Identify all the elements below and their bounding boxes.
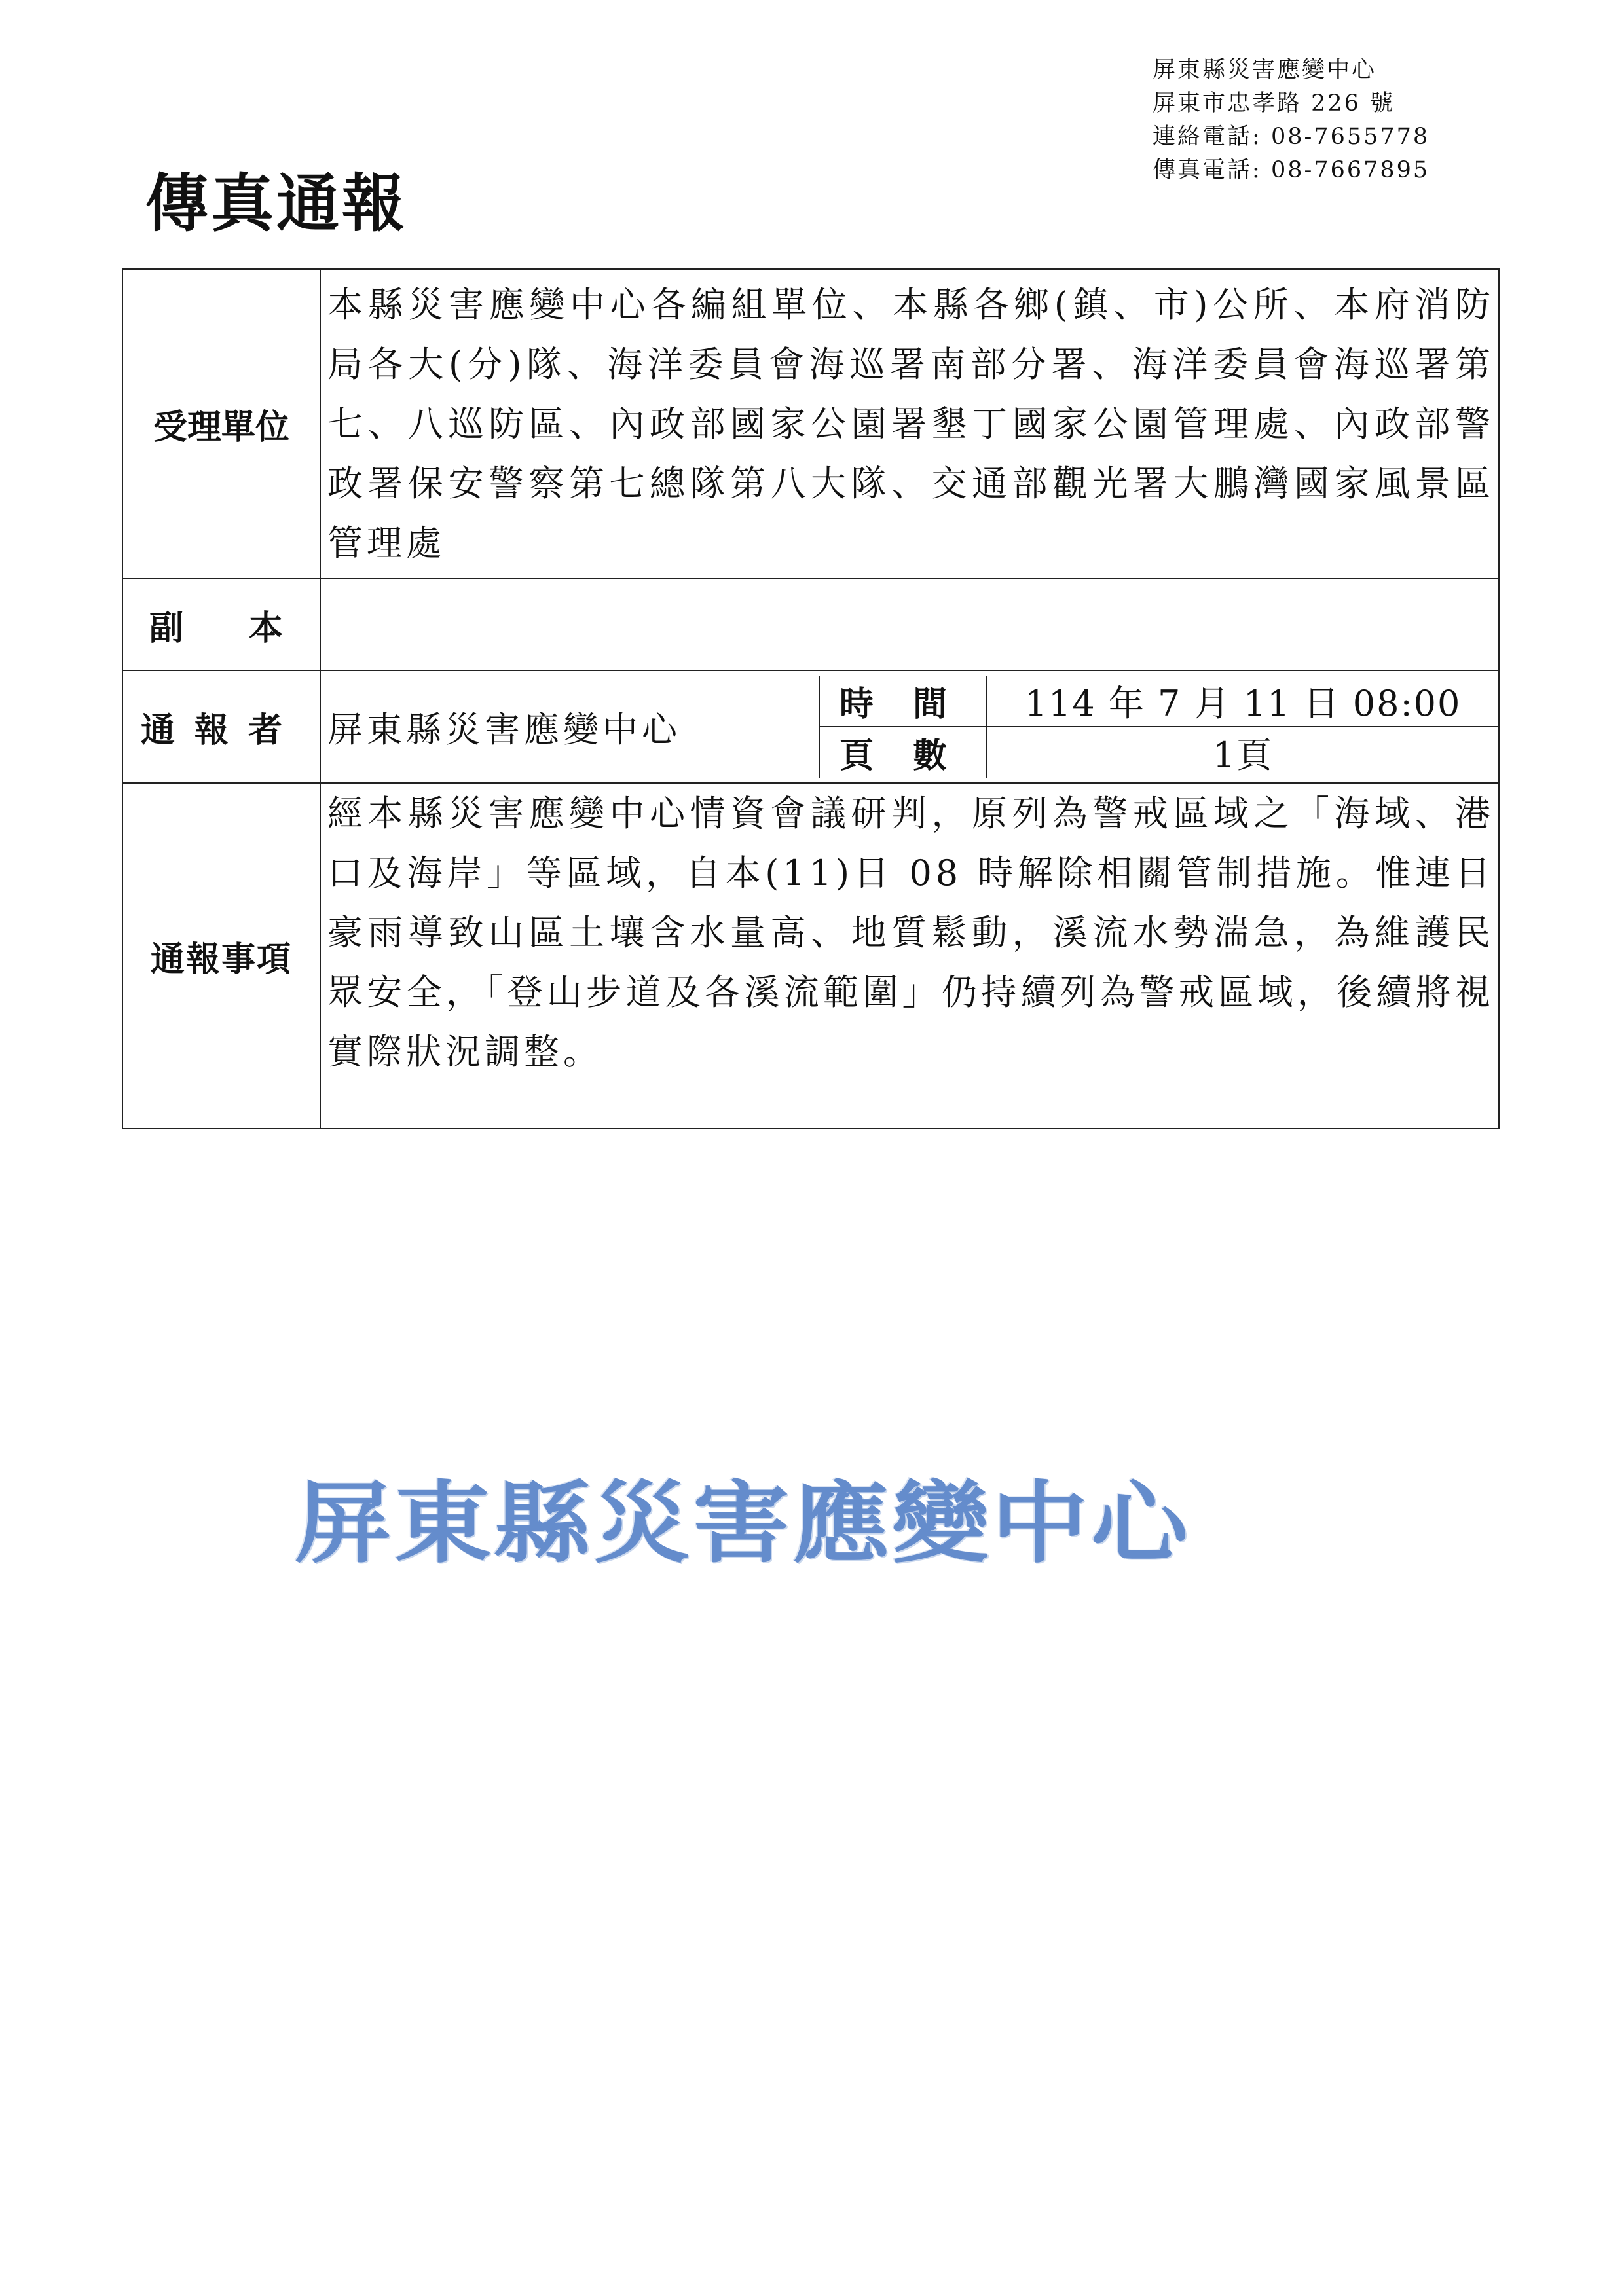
phone-label: 連絡電話: [1153,124,1262,150]
reporter-inner-table [321,676,1498,778]
pages-label: 頁數 [819,727,987,778]
sender-org: 屏東縣災害應變中心 [1153,57,1377,83]
sender-fax-line [1153,154,1519,187]
time-row [321,676,1498,727]
fax-label: 傳真電話: [1153,157,1262,183]
matter-label: 通報事項 [122,783,320,1129]
matter-text: 經本縣災害應變中心情資會議研判，原列為警戒區域之「海域、港口及海岸」等區域，自本(11)日 08 時解除相關管制措施。惟連日豪雨導致山區土壤含水量高、地質鬆動，溪流水勢湍急，為維護民眾安全，「登山步道及各溪流範圍」仍持續列為警戒區域，後續將視實際狀況調整。 [320,783,1499,1129]
copy-row [122,579,1499,670]
copy-text [320,579,1499,670]
agency-stamp: 屏東縣災害應變中心 [295,1471,1190,1576]
sender-contact-block [1153,54,1519,187]
time-value: 114 年 7 月 11 日 08:00 [987,676,1498,727]
sender-address: 屏東市忠孝路 226 號 [1153,90,1395,117]
recipients-label: 受理單位 [122,269,320,579]
phone-number: 08-7655778 [1270,124,1430,150]
reporter-name: 屏東縣災害應變中心 [327,708,681,750]
reporter-detail-cell [320,670,1499,783]
sender-phone-line [1153,120,1519,154]
reporter-label: 通報者 [122,670,320,783]
matter-row [122,783,1499,1129]
copy-label: 副本 [122,579,320,670]
document-title: 傳真通報 [145,166,407,240]
time-label: 時間 [819,676,987,727]
reporter-row [122,670,1499,783]
fax-info-table [122,268,1500,1129]
pages-value: 1頁 [987,727,1498,778]
fax-number: 08-7667895 [1270,157,1430,183]
recipients-row [122,269,1499,579]
recipients-text: 本縣災害應變中心各編組單位、本縣各鄉(鎮、市)公所、本府消防局各大(分)隊、海洋委員會海巡署南部分署、海洋委員會海巡署第七、八巡防區、內政部國家公園署墾丁國家公園管理處、內政部警政署保安警察第七總隊第八大隊、交通部觀光署大鵬灣國家風景區管理處 [320,269,1499,579]
